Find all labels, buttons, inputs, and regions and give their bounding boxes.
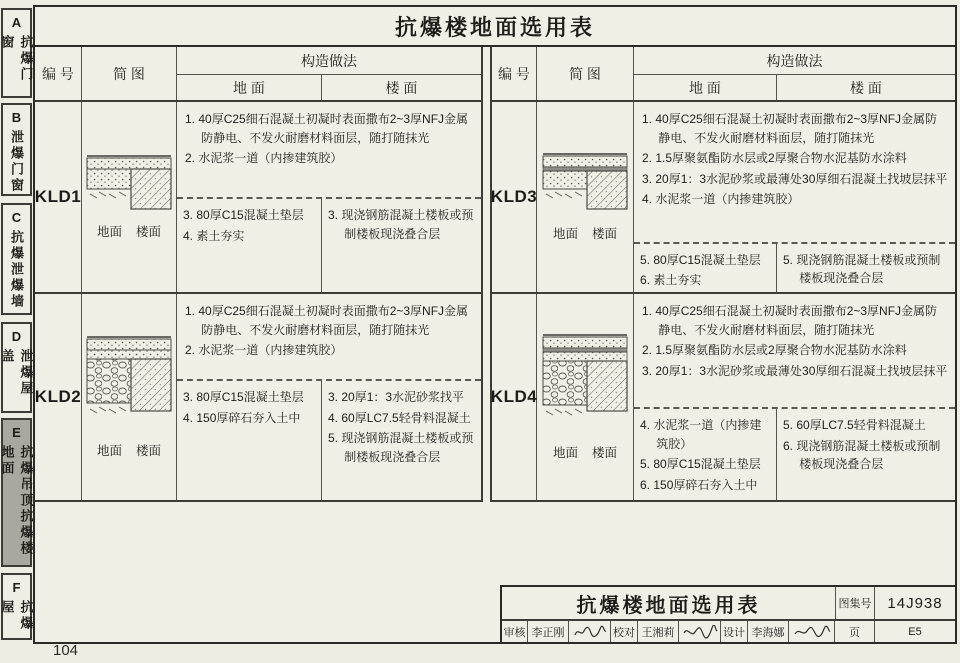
construction-note: 5. 现浇钢筋混凝土楼板或预制楼板现浇叠合层 [783, 252, 941, 286]
common-notes [177, 102, 481, 199]
proof-label: 校对 [611, 621, 638, 642]
construction-note: 5. 60厚LC7.5轻骨料混凝土 [783, 418, 926, 432]
construction-note: 4. 150厚碎石夯入土中 [183, 410, 301, 425]
row-code: KLD3 [492, 102, 537, 292]
construction-note: 1. 40厚C25细石混凝土初凝时表面撒布2~3厚NFJ金属防静电、不发火耐磨材料面层，随打随抹光 [642, 112, 938, 145]
page-number: 104 [53, 642, 79, 659]
construction-note: 1. 40厚C25细石混凝土初凝时表面撒布2~3厚NFJ金属防静电、不发火耐磨材料面层，随打随抹光 [185, 112, 469, 145]
common-notes [634, 102, 955, 244]
header-method: 构造做法 [634, 47, 955, 75]
diagram-label-ground: 地面 [552, 227, 578, 241]
tab-letter: D [9, 329, 24, 347]
review-name: 李正刚 [528, 621, 569, 642]
floor-notes [777, 409, 955, 500]
atlas-number-value: 14J938 [887, 594, 943, 612]
sidebar-tab-a [1, 8, 32, 98]
table-row-kld3 [492, 102, 955, 294]
construction-note: 1. 40厚C25细石混凝土初凝时表面撒布2~3厚NFJ金属防静电、不发火耐磨材料面层，随打随抹光 [185, 304, 469, 337]
review-label: 审核 [502, 621, 528, 642]
tab-letter: C [9, 210, 24, 228]
sidebar-tab-f [1, 573, 32, 640]
diagram-label-ground: 地面 [552, 446, 578, 460]
construction-note: 5. 80厚C15混凝土垫层 [640, 252, 761, 267]
sidebar-tab-c [1, 203, 32, 315]
page-value: E5 [908, 625, 922, 638]
header-code: 编 号 [35, 47, 82, 100]
common-notes [634, 294, 955, 409]
construction-note: 2. 1.5厚聚氨酯防水层或2厚聚合物水泥基防水涂料 [642, 343, 907, 358]
floor-notes [322, 381, 481, 500]
construction-note: 5. 80厚C15混凝土垫层 [640, 457, 761, 472]
tab-label: 抗爆屋 [0, 600, 34, 632]
header-diagram: 简 图 [537, 47, 634, 100]
floor-section-drawing [542, 333, 628, 437]
diagram-label-floor: 楼面 [592, 446, 618, 460]
construction-note: 2. 水泥浆一道（内掺建筑胶） [185, 343, 343, 358]
section-diagram-kld1 [82, 102, 177, 292]
signature-icon [573, 625, 607, 639]
construction-note: 1. 40厚C25细石混凝土初凝时表面撒布2~3厚NFJ金属防静电、不发火耐磨材料面层，随打随抹光 [642, 304, 938, 337]
ground-notes [634, 244, 777, 292]
section-diagram-kld3 [537, 102, 634, 292]
proof-name: 王湘莉 [638, 621, 679, 642]
table-row-kld4 [492, 294, 955, 502]
tab-letter: B [9, 110, 24, 128]
design-signature [789, 621, 835, 642]
page-title: 抗爆楼地面选用表 [35, 7, 955, 47]
construction-note: 6. 现浇钢筋混凝土楼板或预制楼板现浇叠合层 [783, 438, 941, 472]
floor-section-drawing [542, 152, 628, 218]
sidebar-tab-e-active [1, 418, 32, 567]
title-block [500, 585, 955, 642]
construction-note: 5. 现浇钢筋混凝土楼板或预制楼板现浇叠合层 [328, 431, 474, 464]
selection-table-left [35, 47, 483, 502]
design-name: 李海娜 [748, 621, 789, 642]
construction-note: 3. 80厚C15混凝土垫层 [183, 208, 304, 222]
row-code: KLD1 [35, 102, 82, 292]
construction-note: 3. 现浇钢筋混凝土楼板或预制楼板现浇叠合层 [328, 208, 474, 241]
construction-note: 2. 水泥浆一道（内掺建筑胶） [185, 151, 343, 166]
review-signature [569, 621, 611, 642]
floor-section-drawing [86, 154, 172, 216]
construction-note: 4. 水泥浆一道（内掺建筑胶） [640, 418, 762, 451]
diagram-label-ground: 地面 [96, 444, 122, 458]
proof-signature [679, 621, 721, 642]
construction-note: 4. 60厚LC7.5轻骨料混凝土 [328, 410, 471, 425]
row-code: KLD2 [35, 294, 82, 500]
section-diagram-kld4 [537, 294, 634, 500]
sidebar-tab-b [1, 103, 32, 196]
title-block-title: 抗爆楼地面选用表 [576, 594, 761, 617]
sidebar-tab-d [1, 322, 32, 413]
atlas-number-label: 图集号 [835, 587, 875, 619]
signature-icon [682, 625, 718, 639]
common-notes [177, 294, 481, 381]
tab-label: 抗爆泄爆墙 [9, 230, 24, 310]
diagram-label-ground: 地面 [96, 225, 122, 239]
header-floor: 楼 面 [850, 79, 882, 96]
table-row-kld1 [35, 102, 481, 294]
diagram-label-floor: 楼面 [136, 225, 162, 239]
tab-label: 抗爆门窗 [0, 35, 34, 83]
construction-note: 3. 20厚1：3水泥砂浆找平 [328, 390, 465, 404]
ground-notes [634, 409, 777, 500]
table-row-kld2 [35, 294, 481, 502]
construction-note: 3. 20厚1：3水泥砂浆或最薄处30厚细石混凝土找坡层抹平 [642, 171, 948, 186]
tab-label: 抗爆吊顶抗爆楼地面 [0, 445, 34, 557]
drawing-frame [33, 5, 957, 644]
construction-note: 3. 80厚C15混凝土垫层 [183, 390, 304, 404]
header-code: 编 号 [492, 47, 537, 100]
construction-note: 6. 素土夯实 [640, 273, 702, 288]
diagram-label-floor: 楼面 [136, 444, 162, 458]
section-diagram-kld2 [82, 294, 177, 500]
design-label: 设计 [721, 621, 748, 642]
table-header [492, 47, 955, 102]
floor-section-drawing [86, 335, 172, 435]
tab-letter: E [9, 425, 24, 443]
tab-letter: F [9, 580, 24, 598]
construction-note: 3. 20厚1：3水泥砂浆或最薄处30厚细石混凝土找坡层抹平 [642, 363, 948, 378]
row-code: KLD4 [492, 294, 537, 500]
construction-note: 6. 150厚碎石夯入土中 [640, 477, 758, 492]
selection-table-right [490, 47, 955, 502]
tab-label: 泄爆门窗 [9, 130, 24, 194]
header-floor: 楼 面 [385, 79, 418, 96]
signature-icon [793, 625, 831, 639]
floor-notes [777, 244, 955, 292]
construction-note: 4. 素土夯实 [183, 228, 245, 243]
header-diagram: 简 图 [82, 47, 177, 100]
construction-note: 4. 水泥浆一道（内掺建筑胶） [642, 192, 800, 207]
ground-notes [177, 381, 322, 500]
header-ground: 地 面 [177, 75, 322, 100]
construction-note: 2. 1.5厚聚氨酯防水层或2厚聚合物水泥基防水涂料 [642, 151, 907, 166]
diagram-label-floor: 楼面 [592, 227, 618, 241]
table-header [35, 47, 481, 102]
tab-label: 泄爆屋盖 [0, 349, 34, 397]
header-method: 构造做法 [177, 47, 481, 75]
header-ground: 地 面 [634, 75, 777, 100]
tab-letter: A [9, 15, 24, 33]
page-label: 页 [835, 621, 875, 642]
ground-notes [177, 199, 322, 292]
floor-notes [322, 199, 481, 292]
